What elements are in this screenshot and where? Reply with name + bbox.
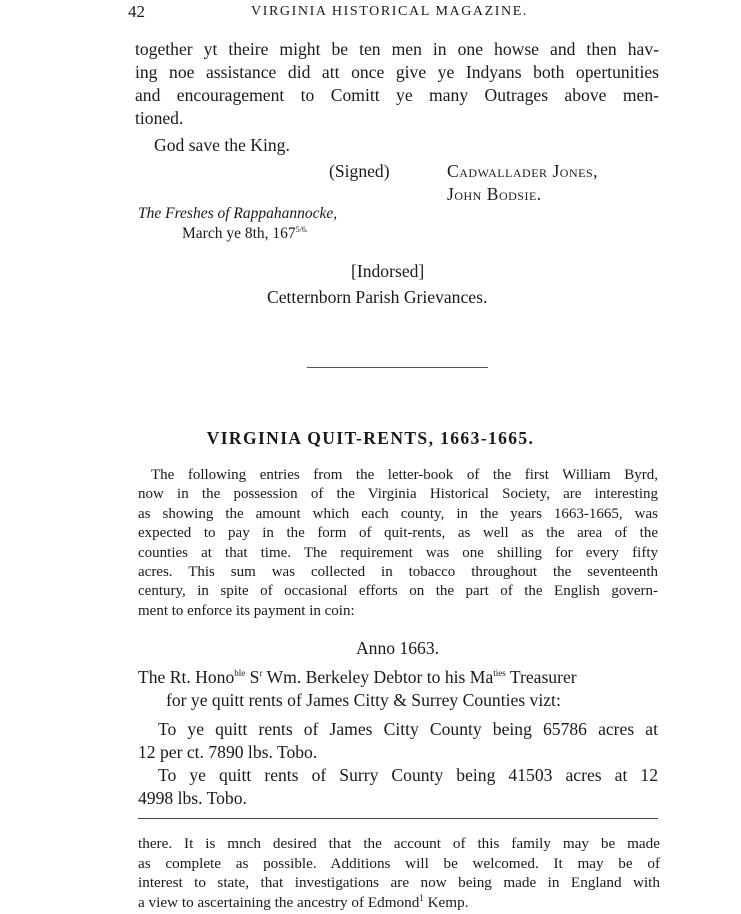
endorsed-label: [Indorsed] xyxy=(351,261,425,281)
footnote-separator xyxy=(138,818,658,819)
letter-body xyxy=(135,38,659,130)
intro-line: counties at that time. The requirement was one shilling for every fifty xyxy=(138,544,658,561)
footnote-line: as complete as possible. Additions will be welcomed. It may be of xyxy=(138,854,660,872)
intro-line: as showing the amount which each county, in the years 1663-1665, was xyxy=(138,505,658,522)
date-line xyxy=(182,225,308,243)
date-fraction: 5/6. xyxy=(295,224,308,234)
superscript: ties xyxy=(493,668,506,679)
intro-line: now in the possession of the Virginia Historical Society, are interesting xyxy=(138,486,658,503)
intro-line: The following entries from the letter-book of the first William Byrd, xyxy=(151,467,658,483)
place-line: The Freshes of Rappahannocke, xyxy=(138,205,338,222)
intro-line: century, in spite of occasional efforts on the part of the English govern- xyxy=(138,583,658,600)
superscript: r xyxy=(259,668,263,679)
debtor-text: Wm. Berkeley Debtor to his Ma xyxy=(262,667,494,687)
debtor-line-1 xyxy=(138,666,658,689)
intro-line: expected to pay in the form of quit-rents, as well as the area of the xyxy=(138,525,658,542)
letter-closing: God save the King. xyxy=(154,135,290,155)
entry-line: To ye quitt rents of Surry County being 41503 acres at 12 xyxy=(158,765,658,785)
footnote-text: Kemp. xyxy=(423,893,469,911)
debtor-text: S xyxy=(245,667,260,687)
entry-line: To ye quitt rents of James Citty County being 65786 acres at xyxy=(158,719,658,739)
intro-line: ment to enforce its payment in coin: xyxy=(138,602,355,619)
superscript: ble xyxy=(234,668,246,679)
entry-line: 12 per ct. 7890 lbs. Tobo. xyxy=(138,742,318,762)
entry-line: 4998 lbs. Tobo. xyxy=(138,788,247,808)
superscript: 1 xyxy=(419,892,424,903)
debtor-line-2: for ye quitt rents of James Citty & Surrey Counties vizt: xyxy=(166,690,561,710)
intro-line: acres. This sum was collected in tobacco throughout the seventeenth xyxy=(138,564,658,581)
rent-entries xyxy=(138,718,658,810)
page-number: 42 xyxy=(128,2,145,21)
footnote-text: a view to ascertaining the ancestry of Edmond xyxy=(138,893,420,911)
section-divider xyxy=(307,367,488,368)
signed-label: (Signed) xyxy=(329,161,390,181)
letter-line: together yt theire might be ten men in one howse and then hav- xyxy=(135,39,659,59)
letter-line: and encouragement to Comitt ye many Outrages above men- xyxy=(135,85,659,105)
letter-line: ing noe assistance did att once give ye Indyans both opertunities xyxy=(135,62,659,82)
footnote-line: there. It is mnch desired that the account of this family may be made xyxy=(138,835,660,852)
signatory-1: Cadwallader Jones, xyxy=(447,161,599,181)
letter-line: tioned. xyxy=(135,108,184,128)
footnote xyxy=(138,834,660,912)
debtor-text: The Rt. Hono xyxy=(138,667,235,687)
date-text: March ye 8th, 167 xyxy=(182,225,296,242)
article-intro xyxy=(138,466,658,621)
running-title: VIRGINIA HISTORICAL MAGAZINE. xyxy=(251,4,528,19)
article-title: VIRGINIA QUIT-RENTS, 1663-1665. xyxy=(206,428,535,448)
footnote-line: interest to state, that investigations are now being made in England with xyxy=(138,874,660,891)
year-heading: Anno 1663. xyxy=(355,638,440,658)
footnote-line xyxy=(138,893,660,913)
signatory-2: John Bodsie. xyxy=(447,184,542,204)
endorsement-text: Cetternborn Parish Grievances. xyxy=(267,287,488,307)
debtor-text: Treasurer xyxy=(505,667,577,687)
